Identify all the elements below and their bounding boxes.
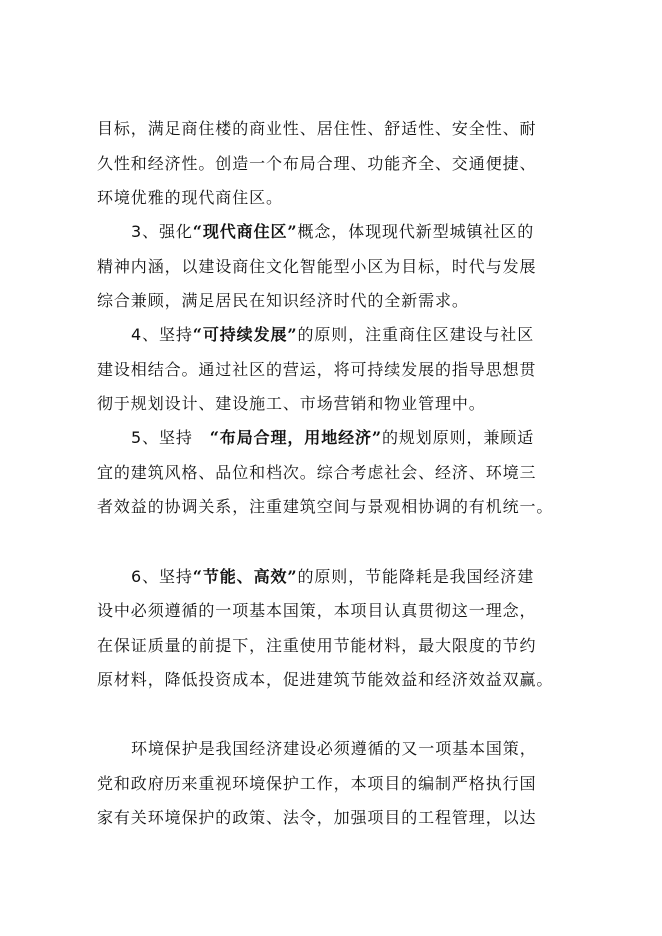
paragraph-1-line-3: 环境优雅的现代商住区。 bbox=[97, 188, 283, 207]
paragraph-4-line-1 bbox=[131, 325, 534, 345]
paragraph-6-line-2: 设中必须遵循的一项基本国策，本项目认真贯彻这一理念， bbox=[97, 601, 537, 620]
paragraph-4-suffix: 的原则，注重商住区建设与社区 bbox=[297, 325, 535, 344]
paragraph-5-line-1 bbox=[131, 428, 534, 448]
paragraph-1-line-2: 久性和经济性。创造一个布局合理、功能齐全、交通便捷、 bbox=[97, 154, 537, 173]
paragraph-6-prefix: 6、坚持 bbox=[131, 567, 193, 586]
paragraph-5-prefix: 5、坚持 bbox=[131, 428, 210, 447]
paragraph-7-line-3: 家有关环境保护的政策、法令，加强项目的工程管理，以达 bbox=[97, 808, 537, 827]
paragraph-3-suffix: 概念，体现现代新型城镇社区的 bbox=[297, 222, 535, 241]
paragraph-6-line-1 bbox=[131, 567, 534, 587]
paragraph-6-bold-term: “节能、高效” bbox=[192, 567, 298, 586]
paragraph-3-prefix: 3、强化 bbox=[131, 222, 193, 241]
paragraph-6-suffix: 的原则，节能降耗是我国经济建 bbox=[297, 567, 535, 586]
paragraph-4-line-3: 彻于规划设计、建设施工、市场营销和物业管理中。 bbox=[97, 394, 486, 413]
paragraph-1-line-1: 目标，满足商住楼的商业性、居住性、舒适性、安全性、耐 bbox=[97, 119, 537, 138]
paragraph-6-line-3: 在保证质量的前提下，注重使用节能材料，最大限度的节约 bbox=[97, 636, 537, 655]
paragraph-4-prefix: 4、坚持 bbox=[131, 325, 193, 344]
paragraph-7-line-2: 党和政府历来重视环境保护工作，本项目的编制严格执行国 bbox=[97, 774, 537, 793]
paragraph-4-line-2: 建设相结合。通过社区的营运，将可持续发展的指导思想贯 bbox=[97, 360, 537, 379]
paragraph-3-line-2: 精神内涵，以建设商住文化智能型小区为目标，时代与发展 bbox=[97, 257, 537, 276]
paragraph-5-bold-term: “布局合理，用地经济” bbox=[209, 428, 382, 447]
paragraph-4-bold-term: “可持续发展” bbox=[192, 325, 298, 344]
paragraph-5-suffix: 的规划原则，兼顾适 bbox=[382, 428, 535, 447]
paragraph-7-line-1: 环境保护是我国经济建设必须遵循的又一项基本国策， bbox=[131, 739, 537, 758]
paragraph-3-line-3: 综合兼顾，满足居民在知识经济时代的全新需求。 bbox=[97, 291, 469, 310]
paragraph-3-bold-term: “现代商住区” bbox=[192, 222, 298, 241]
paragraph-5-line-3: 者效益的协调关系，注重建筑空间与景观相协调的有机统一。 bbox=[97, 497, 554, 516]
paragraph-3-line-1 bbox=[131, 222, 534, 242]
paragraph-6-line-4: 原材料，降低投资成本，促进建筑节能效益和经济效益双赢。 bbox=[97, 670, 554, 689]
paragraph-5-line-2: 宜的建筑风格、品位和档次。综合考虑社会、经济、环境三 bbox=[97, 463, 537, 482]
